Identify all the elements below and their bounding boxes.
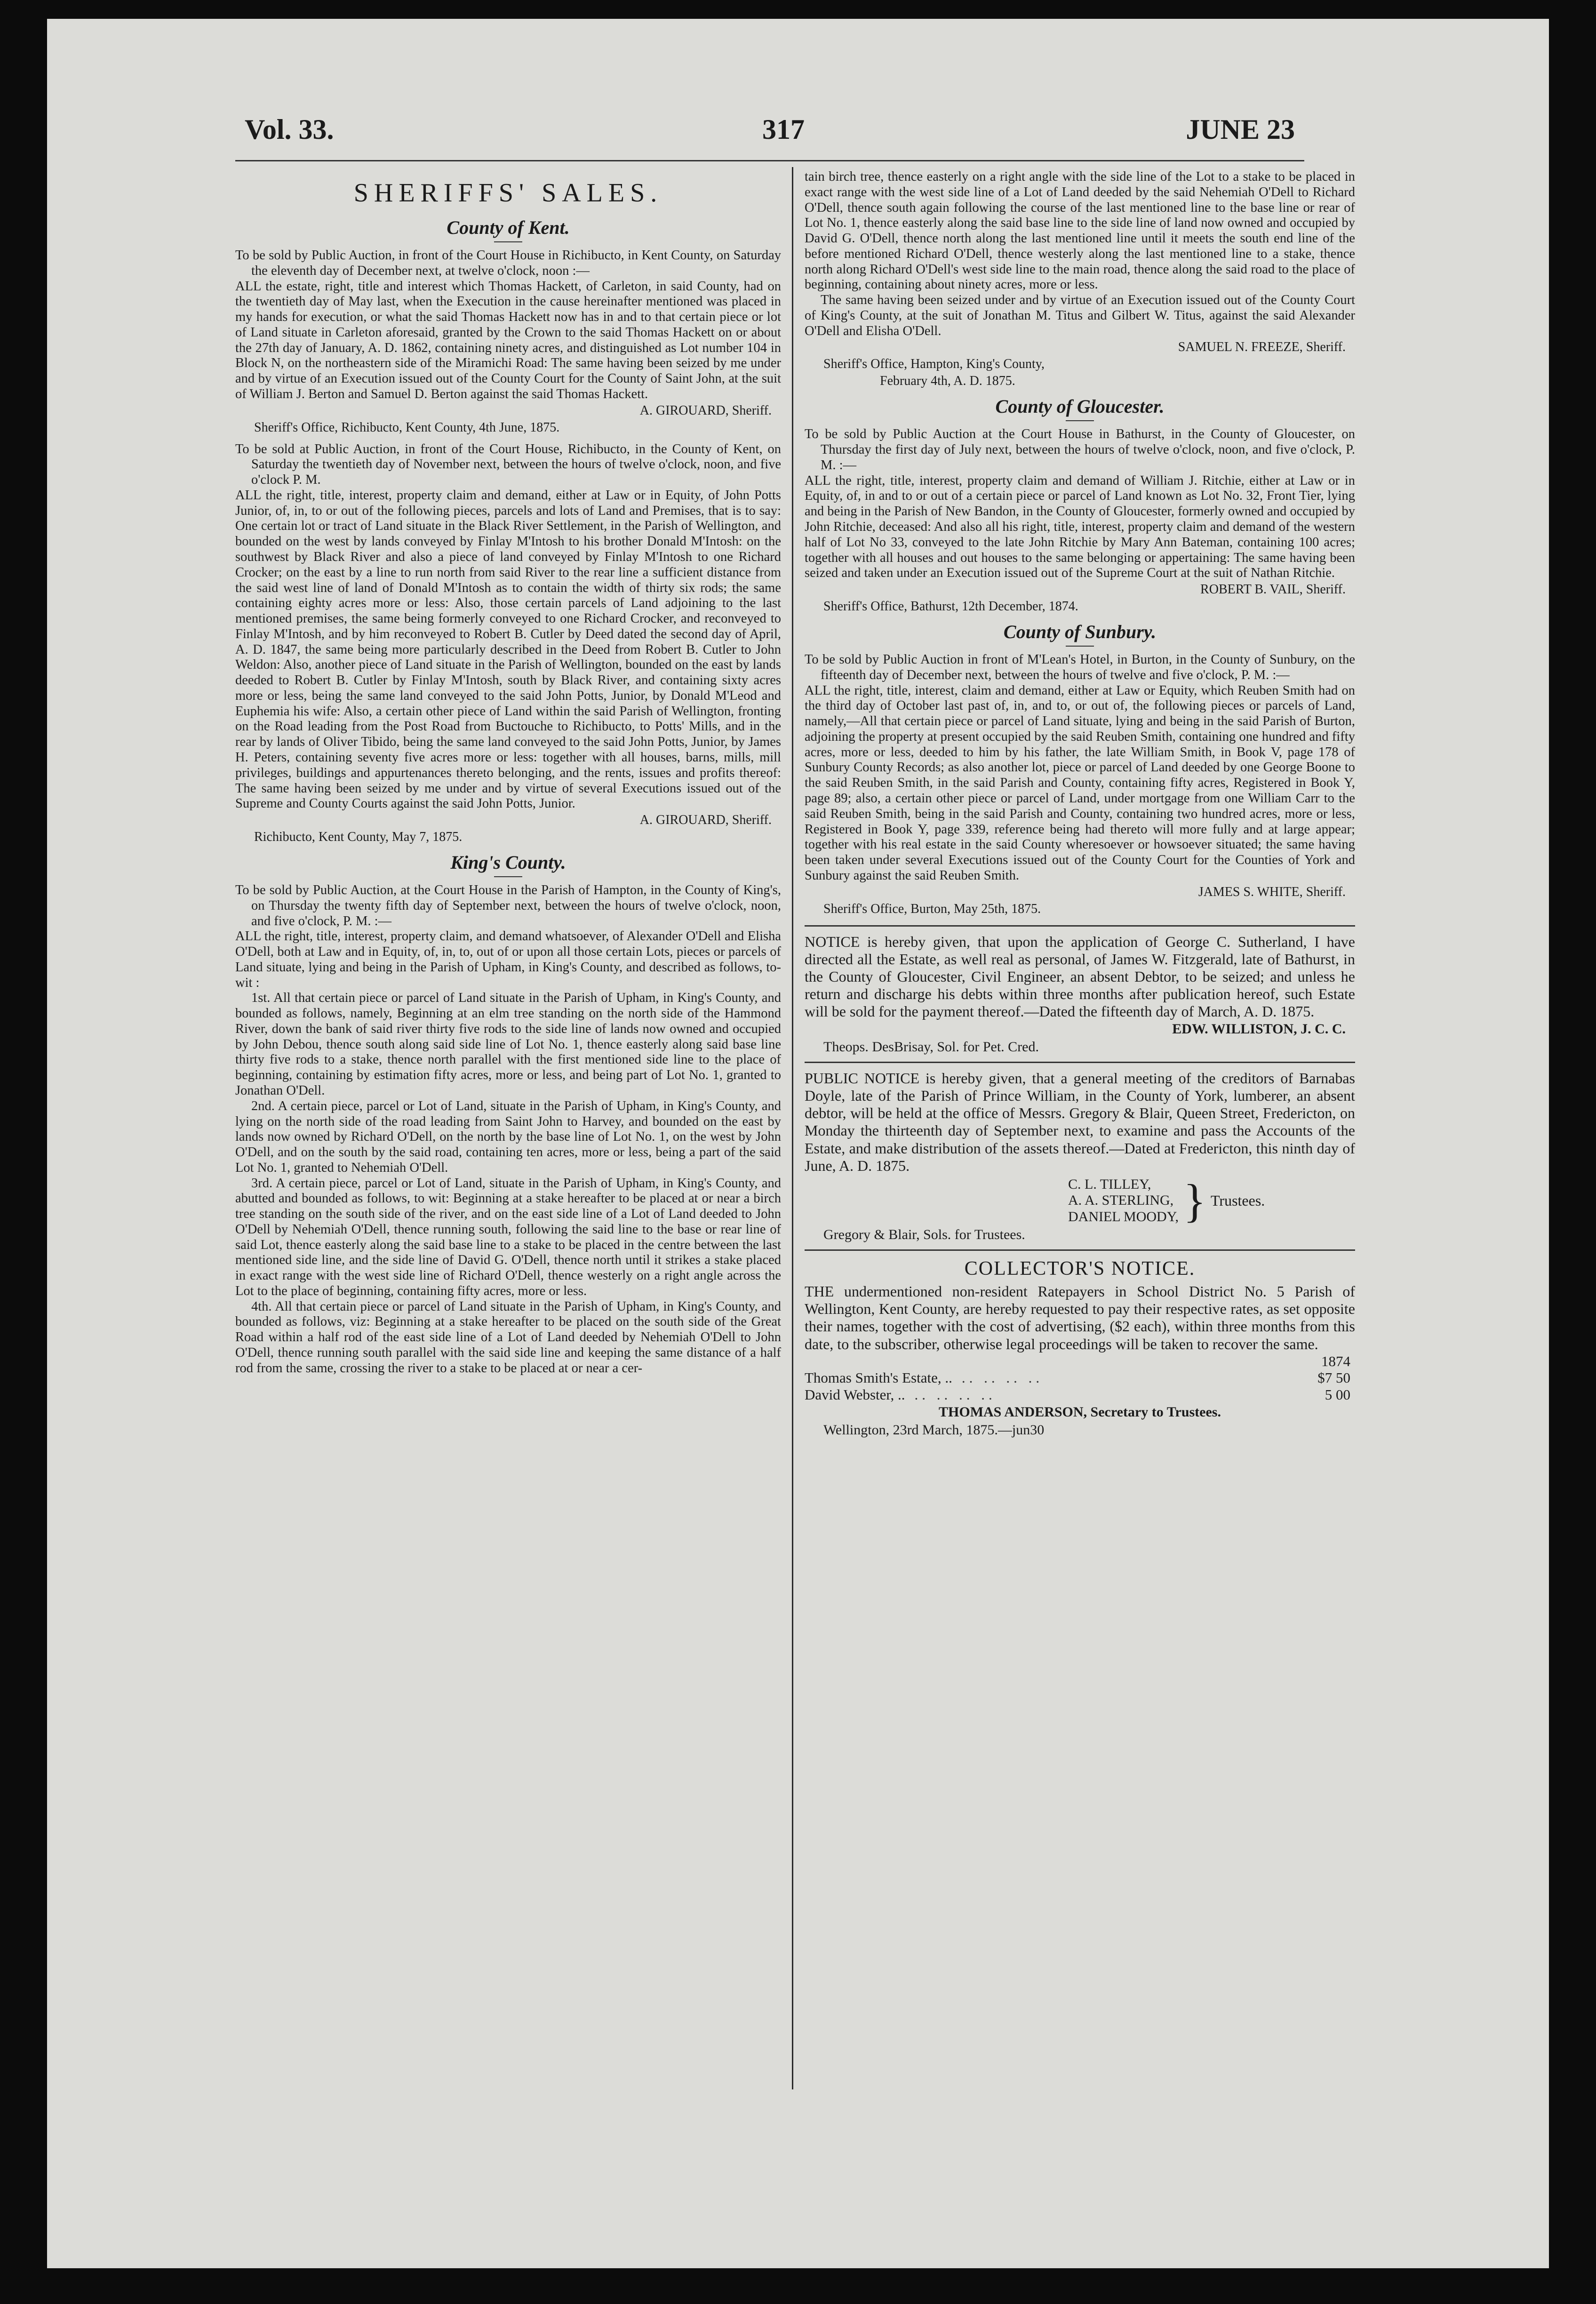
kings-sheriff: SAMUEL N. FREEZE, Sheriff.: [1178, 340, 1346, 355]
fitzgerald-notice-solicitor: Theops. DesBrisay, Sol. for Pet. Cred.: [823, 1039, 1039, 1055]
ratepayer-amount: 5 00: [1325, 1386, 1350, 1403]
divider: [494, 876, 522, 877]
kent-sale2-lead: To be sold at Public Auction, in front of the Court House, Richibucto, in the County of Kent, on Saturday the twentieth day of November next, between the hours of twelve o'clock, noon, and five o'clock P. M.: [235, 441, 781, 488]
leader-dots: .. .. .. ..: [914, 1386, 996, 1403]
kings-office-date: February 4th, A. D. 1875.: [880, 374, 1015, 389]
table-row: [805, 1369, 1355, 1386]
collector-notice-text: THE undermentioned non-resident Ratepayers in School District No. 5 Parish of Wellington, Kent County, are hereby requested to pay their respective rates, as set opposite their names, together with the cost of advertising, ($2 each), within three months from this date, to the subscriber, otherwise legal proceedings will be taken to recover the same.: [805, 1283, 1355, 1352]
issue-date: JUNE 23: [1186, 114, 1295, 145]
table-row: [805, 1386, 1355, 1403]
column-divider: [792, 167, 793, 2089]
sunbury-body: ALL the right, title, interest, claim and demand, either at Law or Equity, which Reuben Smith had on the third day of October last past of, in, and to, or out of, the following pieces or parcels of Land, namely,—All that certain piece or parcel of Land situate, lying and being in the said Parish of Burton, adjoining the property at present occupied by the said Reuben Smith, containing one hundred and fifty acres, more or less, deeded to him by his father, the late William Smith, in Book V, page 178 of Sunbury County Records; as also another lot, piece or parcel of Land deeded by one George Boone to the said Reuben Smith, in the said Parish and County, containing fifty acres, Registered in Book Y, page 89; also, a certain other piece or parcel of Land, under mortgage from one William Carr to the said Reuben Smith, being in the said Parish and County, containing two hundred acres, more or less, Registered in Book Y, page 339, reference being had thereto will more fully and at large appear; together with his real estate in the said County wheresoever or howsoever situated; the same having been taken under several Executions issued out of the County Court for the Counties of York and Sunbury against the said Reuben Smith.: [805, 683, 1355, 883]
kings-lot2: 2nd. A certain piece, parcel or Lot of Land, situate in the Parish of Upham, in King's County, and lying on the north side of the road leading from Saint John to Harvey, and bounded on the east by lands now owned by Richard O'Dell, on the north by the base line of Lot No. 1, on the west by John O'Dell, and on the south by the said road, containing ten acres, more or less, being a part of the said Lot No. 1, granted to Nehemiah O'Dell.: [235, 1098, 781, 1175]
sunbury-office: Sheriff's Office, Burton, May 25th, 1875.: [823, 901, 1041, 916]
page-number: 317: [762, 114, 805, 145]
kings-continued: tain birch tree, thence easterly on a right angle with the side line of the Lot to a stake to be placed in exact range with the west side line of a Lot of Land deeded by the said Nehemiah O'Dell to Richard O'Dell, thence south again following the course of the last mentioned line to the base line or rear of Lot No. 1, thence easterly along the said base line to the side line of land now owned and occupied by David G. O'Dell, thence north along the last mentioned line until it meets the south end line of the before mentioned Richard O'Dell, thence westerly along the last mentioned line to a stake, thence north along Richard O'Dell's west side line to the main road, thence along the said road to the place of beginning, containing about ninety acres, more or less.: [805, 169, 1355, 292]
trustee-name: DANIEL MOODY,: [1068, 1208, 1179, 1224]
section-rule: [805, 925, 1355, 927]
divider: [1066, 420, 1094, 421]
kent-county-heading: County of Kent.: [447, 217, 570, 238]
kings-lot4: 4th. All that certain piece or parcel of Land situate in the Parish of Upham, in King's County, and bounded as follows, viz: Beginning at a stake hereafter to be placed on the south side of the Great Road within a half rod of the east side line of a Lot of Land deeded by Nehemiah O'Dell to John O'Dell, thence running south parallel with the said side line and keeping the same distance of a half rod from the same, crossing the river to a stake to be placed at or near a cer-: [235, 1299, 781, 1376]
fitzgerald-notice-signed: EDW. WILLISTON, J. C. C.: [1172, 1021, 1346, 1037]
trustees-block: [805, 1176, 1355, 1225]
ratepayer-name: Thomas Smith's Estate, ..: [805, 1369, 952, 1386]
ratepayer-amount: $7 50: [1317, 1369, 1350, 1386]
kent-sale1-lead: To be sold by Public Auction, in front of the Court House in Richibucto, in Kent County, on Saturday the eleventh day of December next, at twelve o'clock, noon :—: [235, 248, 781, 278]
table-year: 1874: [1321, 1352, 1350, 1369]
kings-seized: The same having been seized under and by virtue of an Execution issued out of the County Court of King's County, at the suit of Jonathan M. Titus and Gilbert W. Titus, against the said Alexander O'Dell and Elisha O'Dell.: [805, 293, 1355, 338]
leader-dots: .. .. .. ..: [961, 1369, 1044, 1386]
collector-notice: [805, 1257, 1355, 1438]
volume-number: Vol. 33.: [245, 114, 334, 145]
section-title: SHERIFFS' SALES.: [353, 178, 663, 208]
kings-county-heading: King's County.: [450, 852, 566, 873]
kings-body: ALL the right, title, interest, property claim, and demand whatsoever, of Alexander O'Dell and Elisha O'Dell, both at Law and in Equity, of, in, to, out of or upon all those certain Lots, pieces or parcels of Land situate, lying and being in the Parish of Upham, in King's County, and described as follows, to-wit :: [235, 929, 781, 990]
sunbury-lead: To be sold by Public Auction in front of M'Lean's Hotel, in Burton, in the County of Sunbury, on the fifteenth day of December next, between the hours of twelve and five o'clock, P. M. :—: [805, 652, 1355, 682]
kent-sale2-body: ALL the right, title, interest, property claim and demand, either at Law or in Equity, of John Potts Junior, of, in, to or out of the following pieces, parcels and lots of Land and Premises, that is to say: One certain lot or tract of Land situate in the Black River Settlement, in the Parish of Wellington, and bounded on the west by lands conveyed by Finlay M'Intosh to his brother Donald M'Intosh: on the southwest by Black River and also a piece of land conveyed by Finlay M'Intosh to one Richard Crocker; on the east by a line to run north from said River to the rear line a sufficient distance from the said west line of land of Donald M'Intosh as to contain the width of thirty six rods; the same containing eighty acres more or less: Also, those certain parcels of Land adjoining to the last mentioned premises, the same being formerly conveyed to one Richard Crocker, and reconveyed to Finlay M'Intosh, and by him reconveyed to Robert B. Cutler by Deed dated the second day of April, A. D. 1847, the same being more particularly described in the Deed from Robert B. Cutler to John Weldon: Also, another piece of Land situate in the Parish of Wellington, bounded on the east by lands deeded to Robert B. Cutler by Finlay M'Intosh, south by Black River, and containing sixty acres more or less, being the same land conveyed to the said John Potts, Junior, by Donald M'Leod and Euphemia his wife: Also, a certain other piece of Land within the said Parish of Wellington, fronting on the Road leading from the Post Road from Buctouche to Richibucto, to Potts' Mills, and in the rear by lands of Oliver Tibido, being the same land conveyed to the said John Potts, Junior, by James H. Peters, containing seventy five acres more or less: together with all houses, barns, mills, mill privileges, buildings and appurtenances thereto belonging, and the rents, issues and profits thereof: The same having been seized by me under and by virtue of several Executions issued out of the Supreme and County Courts against the said John Potts, Junior.: [235, 488, 781, 811]
gloucester-office: Sheriff's Office, Bathurst, 12th December, 1874.: [823, 599, 1078, 614]
doyle-notice-solicitors: Gregory & Blair, Sols. for Trustees.: [823, 1227, 1025, 1243]
kent-sale1-sheriff: A. GIROUARD, Sheriff.: [639, 403, 772, 418]
collector-place-date: Wellington, 23rd March, 1875.—jun30: [823, 1422, 1045, 1438]
doyle-notice: [805, 1070, 1355, 1243]
kent-sale1-body: ALL the estate, right, title and interest which Thomas Hackett, of Carleton, in said County, had on the twentieth day of May last, when the Execution in the cause hereinafter mentioned was placed in my hands for execution, or what the said Thomas Hackett now has in and to that certain piece or lot of Land situate in Carleton aforesaid, granted by the Crown to the said Thomas Hackett on or about the 27th day of January, A. D. 1862, containing ninety acres, and distinguished as Lot number 104 in Block N, on the northeastern side of the Miramichi Road: The same having been seized by me under and by virtue of an Execution issued out of the County Court for the County of Saint John, at the suit of William J. Berton and Samuel D. Berton against the said Thomas Hackett.: [235, 279, 781, 401]
section-rule: [805, 1249, 1355, 1251]
gloucester-lead: To be sold by Public Auction at the Court House in Bathurst, in the County of Gloucester, on Thursday the first day of July next, between the hours of twelve o'clock, noon, and five o'clock, P. M. :—: [805, 427, 1355, 472]
doyle-notice-text: PUBLIC NOTICE is hereby given, that a general meeting of the creditors of Barnabas Doyle, late of the Parish of Prince William, in the County of York, lumberer, an absent debtor, will be held at the office of Messrs. Gregory & Blair, Queen Street, Fredericton, on Monday the thirteenth day of September next, to examine and pass the Accounts of the Estate, and make distribution of the assets thereof.—Dated at Fredericton, this ninth day of June, A. D. 1875.: [805, 1070, 1355, 1174]
kent-sale2-office: Richibucto, Kent County, May 7, 1875.: [254, 830, 463, 845]
sunbury-sheriff: JAMES S. WHITE, Sheriff.: [1198, 884, 1346, 899]
section-rule: [805, 1062, 1355, 1063]
divider: [1066, 646, 1094, 647]
divider: [494, 241, 522, 242]
ratepayer-name: David Webster, ..: [805, 1386, 905, 1403]
brace-glyph: }: [1183, 1174, 1206, 1227]
kings-lot3: 3rd. A certain piece, parcel or Lot of Land, situate in the Parish of Upham, in King's County, and abutted and bounded as follows, to wit: Beginning at a stake hereafter to be placed at or near a birch tree standing on the south side of the river, and on the east side line of a Lot of Land deeded to John O'Dell by Nehemiah O'Dell, thence running south, following the said line to the base or rear line of said Lot, thence easterly along the said base line to a stake to be placed in the centre between the last mentioned side line, and the side line of David G. O'Dell, thence north until it strikes a stake placed in exact range with the west side line of Richard O'Dell, thence westerly on a right angle across the Lot to the place of beginning, containing fifty acres, more or less.: [235, 1176, 781, 1298]
left-column: [235, 169, 781, 1376]
sunbury-county-heading: County of Sunbury.: [1003, 621, 1157, 643]
right-column: [805, 169, 1355, 1445]
ratepayer-table: [805, 1353, 1355, 1403]
fitzgerald-notice: [805, 933, 1355, 1056]
kent-sale2-sheriff: A. GIROUARD, Sheriff.: [639, 813, 772, 828]
gloucester-sheriff: ROBERT B. VAIL, Sheriff.: [1200, 582, 1346, 597]
gazette-page: [47, 19, 1549, 2268]
collector-signed: THOMAS ANDERSON, Secretary to Trustees.: [939, 1404, 1221, 1420]
trustee-name: A. A. STERLING,: [1068, 1192, 1174, 1208]
header-rule: [235, 160, 1304, 161]
collector-notice-heading: COLLECTOR'S NOTICE.: [964, 1258, 1196, 1280]
gloucester-county-heading: County of Gloucester.: [995, 396, 1165, 417]
gloucester-body: ALL the right, title, interest, property claim and demand of William J. Ritchie, either at Law or in Equity, of, in and to or out of a certain piece or parcel of Land known as Lot No. 32, Front Tier, lying and being in the Parish of New Bandon, in the County of Gloucester, formerly owned and occupied by John Ritchie, deceased: And also all his right, title, interest, property claim and demand of the western half of Lot No 33, conveyed to the late John Ritchie by Mary Ann Bateman, containing 100 acres; together with all houses and out houses to the same belonging or appertaining: The same having been seized and taken under an Execution issued out of the Supreme Court at the suit of Nathan Ritchie.: [805, 473, 1355, 581]
fitzgerald-notice-text: NOTICE is hereby given, that upon the application of George C. Sutherland, I have directed all the Estate, as well real as personal, of James W. Fitzgerald, late of Bathurst, in the County of Gloucester, Civil Engineer, an absent Debtor, to be seized; and unless he return and discharge his debts within three months after publication hereof, such Estate will be sold for the payment thereof.—Dated the fifteenth day of March, A. D. 1875.: [805, 933, 1355, 1020]
kent-sale1-office: Sheriff's Office, Richibucto, Kent County, 4th June, 1875.: [254, 420, 560, 435]
trustees-label: Trustees.: [1211, 1192, 1265, 1209]
trustee-name: C. L. TILLEY,: [1068, 1176, 1151, 1192]
kings-lot1: 1st. All that certain piece or parcel of Land situate in the Parish of Upham, in King's County, and bounded as follows, namely, Beginning at an elm tree standing on the north side of the Hammond River, down the bank of said river thirty five rods to the side line of lands now owned and occupied by John Debou, thence south along said side line of Lot No. 1, thence easterly along said base line thirty five rods to a stake, thence north parallel with the first mentioned side line to the place of beginning, containing by estimation fifty acres, more or less, and being part of Lot No. 1, granted to Jonathan O'Dell.: [235, 991, 781, 1098]
kings-lead: To be sold by Public Auction, at the Court House in the Parish of Hampton, in the County of King's, on Thursday the twenty fifth day of September next, between the hours of twelve o'clock, noon, and five o'clock, P. M. :—: [235, 883, 781, 928]
kings-office: Sheriff's Office, Hampton, King's County,: [823, 357, 1045, 372]
trustee-names: [1068, 1176, 1179, 1225]
